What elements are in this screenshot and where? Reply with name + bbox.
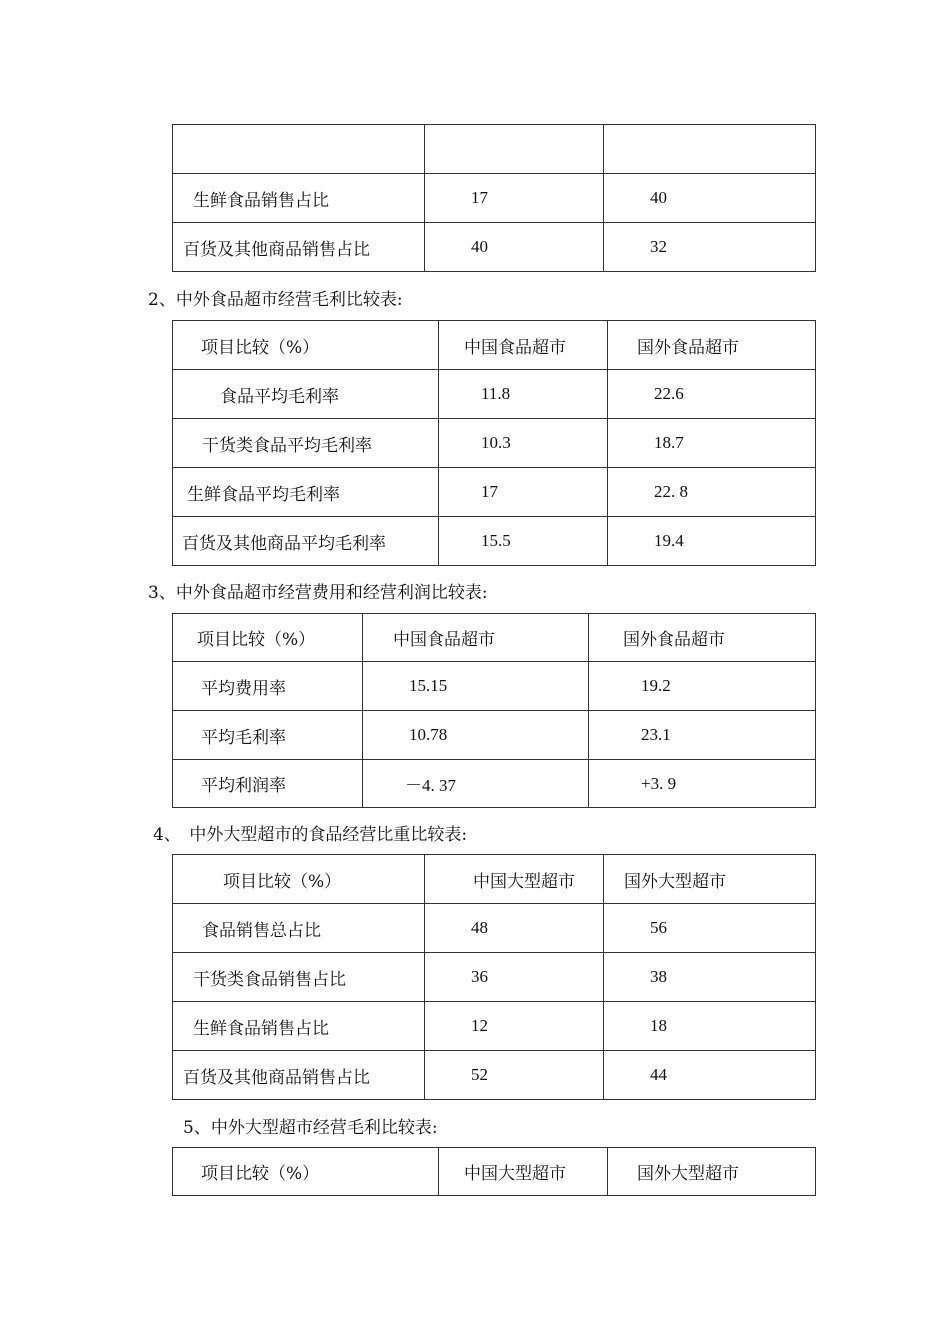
column-header: 国外大型超市 [608, 1148, 816, 1196]
value-china: 12 [425, 1002, 604, 1051]
column-header: 项目比较（%） [173, 614, 363, 662]
row-label: 生鲜食品销售占比 [173, 1002, 425, 1051]
value-foreign: 40 [604, 174, 816, 223]
caption-2: 2、中外食品超市经营毛利比较表: [148, 290, 403, 310]
table-row [173, 662, 816, 711]
column-header: 国外食品超市 [608, 321, 816, 370]
table-4 [172, 854, 816, 1100]
table-header-row [173, 855, 816, 904]
column-header: 项目比较（%） [173, 1148, 439, 1196]
value-china: －4. 37 [363, 760, 589, 808]
table-header-row [173, 614, 816, 662]
column-header: 中国大型超市 [425, 855, 604, 904]
value-foreign: 22. 8 [608, 468, 816, 517]
table-header-row [173, 321, 816, 370]
value-china: 11.8 [439, 370, 608, 419]
table-row [173, 419, 816, 468]
row-label: 百货及其他商品平均毛利率 [173, 517, 439, 566]
value-china: 15.5 [439, 517, 608, 566]
caption-3: 3、中外食品超市经营费用和经营利润比较表: [148, 583, 488, 603]
value-china: 48 [425, 904, 604, 953]
table-cell [425, 125, 604, 174]
table-3 [172, 613, 816, 808]
table-row [173, 760, 816, 808]
table-row [173, 953, 816, 1002]
row-label: 百货及其他商品销售占比 [173, 223, 425, 272]
table-row [173, 904, 816, 953]
table-row [173, 174, 816, 223]
table-5 [172, 1147, 816, 1196]
table-1 [172, 124, 816, 272]
table-row [173, 370, 816, 419]
table-row [173, 1002, 816, 1051]
table-row [173, 223, 816, 272]
table-cell [604, 125, 816, 174]
row-label: 干货类食品平均毛利率 [173, 419, 439, 468]
caption-5: 5、中外大型超市经营毛利比较表: [183, 1118, 438, 1138]
value-foreign: 22.6 [608, 370, 816, 419]
column-header: 中国大型超市 [439, 1148, 608, 1196]
value-foreign: 56 [604, 904, 816, 953]
row-label: 干货类食品销售占比 [173, 953, 425, 1002]
value-foreign: 18 [604, 1002, 816, 1051]
column-header: 国外食品超市 [589, 614, 816, 662]
value-foreign: 23.1 [589, 711, 816, 760]
row-label: 生鲜食品平均毛利率 [173, 468, 439, 517]
value-china: 36 [425, 953, 604, 1002]
value-china: 52 [425, 1051, 604, 1100]
value-foreign: +3. 9 [589, 760, 816, 808]
value-foreign: 19.4 [608, 517, 816, 566]
table-row [173, 125, 816, 174]
row-label: 食品平均毛利率 [173, 370, 439, 419]
caption-4: 4、 中外大型超市的食品经营比重比较表: [153, 825, 468, 845]
column-header: 中国食品超市 [363, 614, 589, 662]
row-label: 平均毛利率 [173, 711, 363, 760]
value-foreign: 18.7 [608, 419, 816, 468]
column-header: 国外大型超市 [604, 855, 816, 904]
value-foreign: 44 [604, 1051, 816, 1100]
table-header-row [173, 1148, 816, 1196]
row-label: 食品销售总占比 [173, 904, 425, 953]
value-foreign: 19.2 [589, 662, 816, 711]
row-label: 百货及其他商品销售占比 [173, 1051, 425, 1100]
table-row [173, 1051, 816, 1100]
value-foreign: 38 [604, 953, 816, 1002]
value-china: 17 [439, 468, 608, 517]
value-china: 10.3 [439, 419, 608, 468]
column-header: 中国食品超市 [439, 321, 608, 370]
row-label: 生鲜食品销售占比 [173, 174, 425, 223]
column-header: 项目比较（%） [173, 321, 439, 370]
value-china: 10.78 [363, 711, 589, 760]
table-row [173, 711, 816, 760]
table-cell [173, 125, 425, 174]
column-header: 项目比较（%） [173, 855, 425, 904]
value-china: 40 [425, 223, 604, 272]
table-row [173, 517, 816, 566]
value-foreign: 32 [604, 223, 816, 272]
value-china: 17 [425, 174, 604, 223]
table-row [173, 468, 816, 517]
table-2 [172, 320, 816, 566]
row-label: 平均利润率 [173, 760, 363, 808]
row-label: 平均费用率 [173, 662, 363, 711]
value-china: 15.15 [363, 662, 589, 711]
